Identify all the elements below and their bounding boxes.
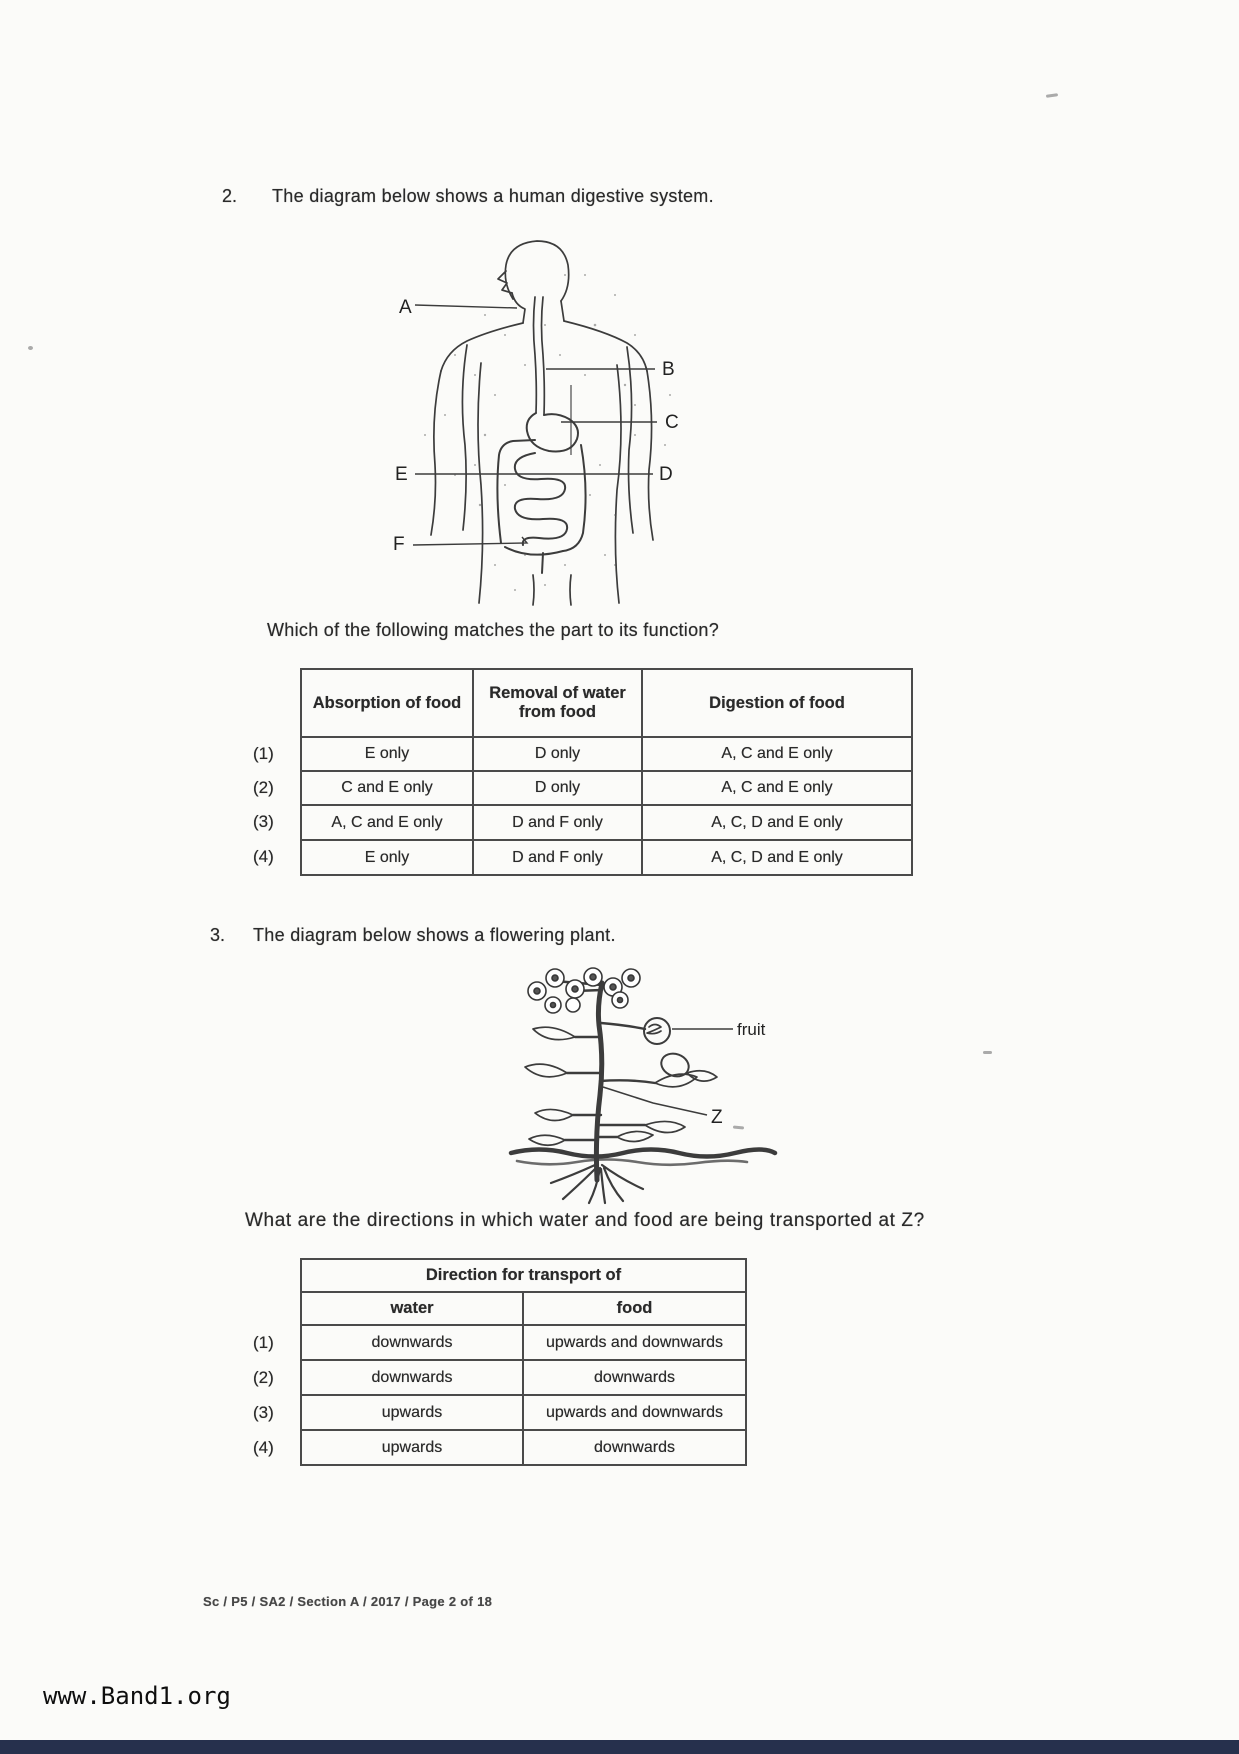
table-cell: downwards xyxy=(301,1325,523,1360)
option-number: (1) xyxy=(253,1333,274,1352)
table-header-row xyxy=(301,669,912,737)
large-intestine xyxy=(497,440,535,543)
table-cell: D and F only xyxy=(473,805,642,840)
arm-right-inner xyxy=(627,347,633,533)
table-header: water xyxy=(301,1292,523,1325)
table-cell: D only xyxy=(473,737,642,771)
table-cell: E only xyxy=(301,840,473,875)
flowering-plant-diagram xyxy=(505,965,795,1205)
table-cell: upwards and downwards xyxy=(523,1395,746,1430)
fruit-shape xyxy=(644,1018,670,1044)
ground-line xyxy=(517,1160,747,1165)
diagram-label-E: E xyxy=(395,464,408,485)
head-outline xyxy=(505,241,568,301)
leader-line-F xyxy=(413,537,527,545)
leader-line-Z xyxy=(603,1087,707,1115)
table-cell: C and E only xyxy=(301,771,473,805)
scan-stipple xyxy=(424,274,671,591)
ground-line xyxy=(511,1150,775,1157)
q3-answer-table xyxy=(300,1258,747,1466)
table-row xyxy=(301,1325,746,1360)
esophagus xyxy=(542,297,545,415)
diagram-label-Z: Z xyxy=(711,1107,723,1128)
scan-artifact xyxy=(28,346,33,350)
table-header: Removal of water from food xyxy=(473,669,642,737)
scan-artifact xyxy=(983,1051,992,1054)
diagram-label-C: C xyxy=(665,412,679,433)
neck-right xyxy=(561,301,564,321)
option-number: (1) xyxy=(253,744,274,763)
diagram-label-D: D xyxy=(659,464,673,485)
q3-answer-block xyxy=(253,1255,793,1470)
table-header: Direction for transport of xyxy=(301,1259,746,1292)
table-cell: upwards and downwards xyxy=(523,1325,746,1360)
rectum xyxy=(505,547,563,573)
q2-prompt: The diagram below shows a human digestive system. xyxy=(272,186,714,206)
torso-left xyxy=(478,363,483,603)
table-cell: D only xyxy=(473,771,642,805)
flower-cluster xyxy=(528,968,640,1013)
table-cell: upwards xyxy=(301,1395,523,1430)
option-number: (4) xyxy=(253,847,274,866)
table-row xyxy=(301,1395,746,1430)
scan-artifact xyxy=(1046,93,1058,98)
table-header: Absorption of food xyxy=(301,669,473,737)
option-number: (3) xyxy=(253,812,274,831)
large-intestine xyxy=(563,445,586,551)
option-number: (4) xyxy=(253,1438,274,1457)
diagram-label-B: B xyxy=(662,359,675,380)
torso-right xyxy=(615,365,621,603)
diagram-label-F: F xyxy=(393,534,405,555)
table-row xyxy=(301,840,912,875)
q2-answer-block xyxy=(253,664,913,879)
diagram-label-fruit: fruit xyxy=(737,1020,766,1039)
small-intestine xyxy=(515,453,567,545)
q3-number: 3. xyxy=(210,925,226,945)
table-row xyxy=(301,1430,746,1465)
table-cell: A, C and E only xyxy=(642,771,912,805)
table-cell: downwards xyxy=(523,1360,746,1395)
arm-left-inner xyxy=(462,345,467,530)
table-cell: E only xyxy=(301,737,473,771)
table-cell: upwards xyxy=(301,1430,523,1465)
option-number: (3) xyxy=(253,1403,274,1422)
shoulder-left xyxy=(441,323,523,371)
table-header-row xyxy=(301,1259,746,1292)
table-cell: downwards xyxy=(523,1430,746,1465)
arm-right xyxy=(647,371,653,540)
page-footer: Sc / P5 / SA2 / Section A / 2017 / Page 2 of 18 xyxy=(203,1594,493,1609)
esophagus xyxy=(534,297,537,413)
table-row xyxy=(301,737,912,771)
arm-left xyxy=(431,371,441,535)
table-row xyxy=(301,805,912,840)
site-watermark: www.Band1.org xyxy=(43,1682,231,1710)
q3-prompt: The diagram below shows a flowering plant. xyxy=(253,925,616,945)
table-cell: A, C, D and E only xyxy=(642,805,912,840)
table-cell: A, C and E only xyxy=(642,737,912,771)
leader-line-A xyxy=(415,305,517,308)
table-header: Digestion of food xyxy=(642,669,912,737)
table-cell: downwards xyxy=(301,1360,523,1395)
bottom-bar xyxy=(0,1740,1239,1754)
table-cell: A, C and E only xyxy=(301,805,473,840)
option-number: (2) xyxy=(253,778,274,797)
option-number: (2) xyxy=(253,1368,274,1387)
table-row xyxy=(301,1360,746,1395)
leaves xyxy=(525,1027,697,1145)
diagram-label-A: A xyxy=(399,297,412,318)
table-cell: D and F only xyxy=(473,840,642,875)
shoulder-right xyxy=(564,321,647,371)
table-cell: A, C, D and E only xyxy=(642,840,912,875)
q3-question: What are the directions in which water and food are being transported at Z? xyxy=(245,1210,925,1231)
legs xyxy=(533,575,571,605)
table-subheader-row xyxy=(301,1292,746,1325)
table-header: food xyxy=(523,1292,746,1325)
fruit-texture xyxy=(647,1025,661,1034)
q2-answer-table xyxy=(300,668,913,876)
q2-question: Which of the following matches the part to its function? xyxy=(267,620,720,640)
human-digestive-system-diagram xyxy=(385,235,705,605)
q2-number: 2. xyxy=(222,186,238,206)
table-row xyxy=(301,771,912,805)
